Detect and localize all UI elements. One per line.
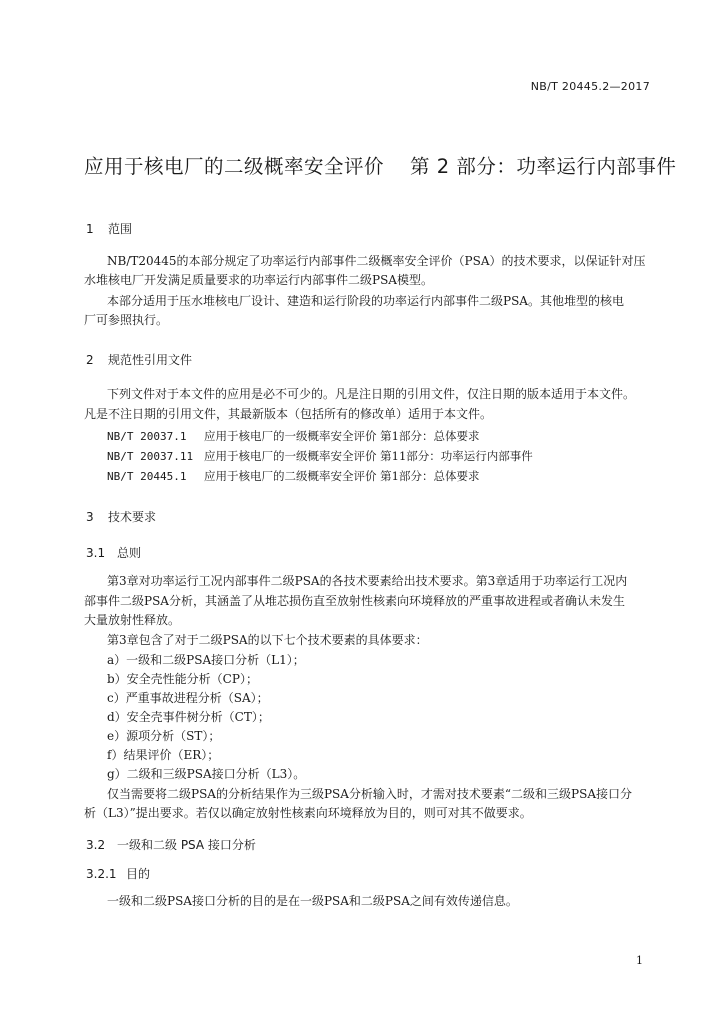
paragraph: 厂可参照执行。 [84, 313, 169, 327]
reference-code: NB/T 20445.1 [107, 470, 187, 483]
reference-title: 应用于核电厂的一级概率安全评价 第11部分：功率运行内部事件 [204, 449, 533, 463]
paragraph: 部事件二级PSA分析，其涵盖了从堆芯损伤直至放射性核素向环境释放的严重事故进程或者确认未发生 [84, 594, 625, 608]
list-item: f）结果评价（ER）； [107, 748, 220, 762]
paragraph: 本部分适用于压水堆核电厂设计、建造和运行阶段的功率运行内部事件二级PSA。其他堆型的核电 [107, 294, 624, 308]
paragraph: 凡是不注日期的引用文件，其最新版本（包括所有的修改单）适用于本文件。 [84, 407, 493, 421]
section-title: 范围 [108, 222, 133, 236]
paragraph: 析（L3）”提出要求。若仅以确定放射性核素向环境释放为目的，则可对其不做要求。 [84, 806, 532, 820]
list-item: d）安全壳事件树分析（CT）； [107, 710, 270, 724]
subsection-3-1-heading [86, 544, 141, 561]
reference-code: NB/T 20037.11 [107, 450, 194, 463]
subsection-number: 3.1 [86, 546, 106, 560]
section-1-heading [86, 220, 132, 237]
paragraph: 第3章包含了对于二级PSA的以下七个技术要素的具体要求： [107, 633, 428, 647]
subsection-title: 一级和二级 PSA 接口分析 [117, 838, 256, 852]
section-title: 技术要求 [108, 510, 157, 524]
document-title [84, 151, 676, 179]
section-number: 1 [86, 222, 94, 236]
list-item: a）一级和二级PSA接口分析（L1）； [107, 653, 305, 667]
paragraph: 仅当需要将二级PSA的分析结果作为三级PSA分析输入时，才需对技术要素“二级和三级PSA接口分 [107, 787, 633, 801]
subsection-3-2-1-heading [86, 865, 150, 882]
list-item: b）安全壳性能分析（CP）； [107, 672, 258, 686]
reference-title: 应用于核电厂的一级概率安全评价 第1部分：总体要求 [204, 429, 480, 443]
subsection-number: 3.2 [86, 838, 106, 852]
reference-item [107, 468, 479, 484]
title-main: 应用于核电厂的二级概率安全评价 [84, 155, 385, 178]
subsection-3-2-heading [86, 836, 256, 853]
paragraph: 下列文件对于本文件的应用是必不可少的。凡是注日期的引用文件，仅注日期的版本适用于本文件。 [107, 387, 636, 401]
reference-item [107, 448, 533, 464]
paragraph: 第3章对功率运行工况内部事件二级PSA的各技术要素给出技术要求。第3章适用于功率运行工况内 [107, 574, 628, 588]
section-3-heading [86, 508, 156, 525]
list-item: e）源项分析（ST）； [107, 729, 221, 743]
reference-title: 应用于核电厂的二级概率安全评价 第1部分：总体要求 [204, 469, 480, 483]
standard-code: NB/T 20445.2—2017 [530, 80, 650, 93]
page-number: 1 [636, 954, 643, 967]
paragraph: NB/T20445的本部分规定了功率运行内部事件二级概率安全评价（PSA）的技术要求，以保证针对压 [107, 254, 646, 268]
section-2-heading [86, 351, 192, 368]
paragraph: 一级和二级PSA接口分析的目的是在一级PSA和二级PSA之间有效传递信息。 [107, 894, 518, 908]
list-item: g）二级和三级PSA接口分析（L3）。 [107, 767, 306, 781]
subsection-title: 目的 [126, 867, 151, 881]
subsection-title: 总则 [117, 546, 142, 560]
title-part: 第 2 部分：功率运行内部事件 [410, 155, 677, 178]
section-number: 2 [86, 353, 94, 367]
section-title: 规范性引用文件 [108, 353, 193, 367]
paragraph: 大量放射性释放。 [84, 613, 181, 627]
paragraph: 水堆核电厂开发满足质量要求的功率运行内部事件二级PSA模型。 [84, 273, 433, 287]
list-item: c）严重事故进程分析（SA）； [107, 691, 269, 705]
reference-code: NB/T 20037.1 [107, 430, 187, 443]
subsection-number: 3.2.1 [86, 867, 117, 881]
reference-item [107, 428, 479, 444]
section-number: 3 [86, 510, 94, 524]
